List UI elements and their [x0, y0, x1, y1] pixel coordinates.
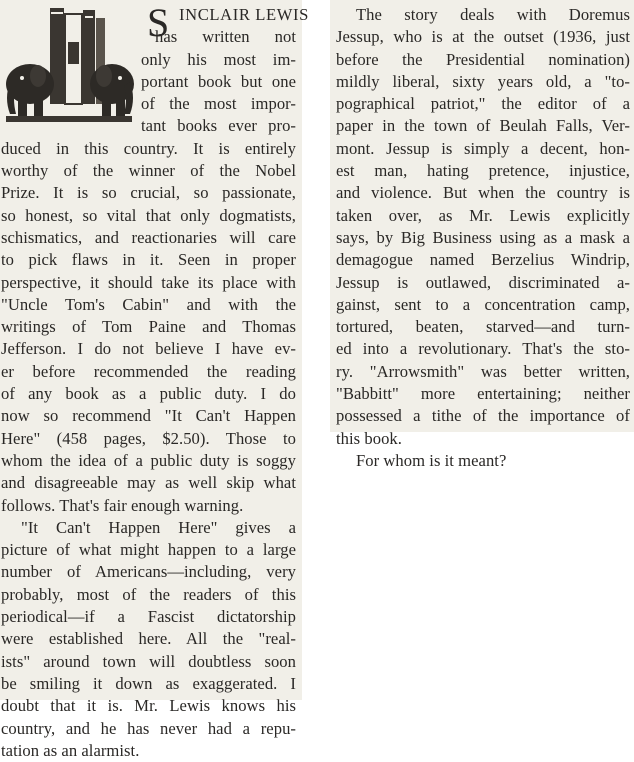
text-line: follows. That's fair enough warning. [1, 495, 244, 515]
elephant-bookends-illustration [2, 2, 136, 128]
text-line: so honest, so vital that only dogmatists, [1, 205, 296, 225]
text-line: "Babbitt" more entertaining; neither [336, 384, 630, 404]
text-line: mont. Jessup is simply a decent, hon- [336, 138, 630, 158]
text-line: probably, most of the readers of this [1, 584, 296, 604]
text-line: of the most impor- [141, 94, 296, 114]
text-line: country, and he has never had a repu- [1, 718, 296, 738]
text-line: ed into a revolutionary. That's the sto- [336, 339, 630, 359]
text-line: "Uncle Tom's Cabin" and with the [1, 294, 296, 314]
text-line: doubt that it is. Mr. Lewis knows his [1, 696, 296, 716]
text-line: "It Can't Happen Here" gives a [21, 517, 296, 537]
lead-line [179, 4, 309, 26]
text-line: number of Americans—including, very [1, 562, 296, 582]
text-line: writings of Tom Paine and Thomas [1, 317, 296, 337]
text-line: schismatics, and reactionaries will care [1, 227, 296, 247]
text-line: The story deals with Doremus [356, 5, 630, 24]
text-line: were established here. All the "real- [1, 629, 296, 649]
text-line: est man, hating pretence, injustice, [336, 161, 630, 181]
text-line: duced in this country. It is entirely [1, 138, 296, 158]
text-line: tortured, beaten, starved—and turn- [336, 317, 630, 337]
text-line: to pick flaws in it. Seen in proper [1, 250, 296, 270]
text-line: portant book but one [141, 71, 296, 91]
text-line: mildly liberal, sixty years old, a "to- [336, 71, 630, 91]
text-line: this book. [336, 428, 402, 448]
text-line: before the Presidential nomination) [336, 49, 630, 69]
text-line: and disagreeable may as well skip what [1, 473, 296, 493]
text-line: ists" around town will doubtless soon [1, 651, 296, 671]
text-line: ry. "Arrowsmith" was better written, [336, 361, 630, 381]
text-line: perspective, it should take its place with [1, 272, 296, 292]
text-line: tation as an alarmist. [1, 740, 140, 760]
text-line: periodical—if a Fascist dictatorship [1, 607, 296, 627]
left-column [0, 0, 309, 760]
text-line: tant books ever pro- [141, 116, 296, 136]
text-line: of any book as a public duty. I do [1, 384, 296, 404]
text-line: gainst, sent to a concentration camp, [336, 294, 630, 314]
text-line: and violence. But when the country is [336, 183, 630, 203]
text-line: Prize. It is so crucial, so passionate, [1, 183, 296, 203]
text-line: possessed a tithe of the importance of [336, 406, 630, 426]
text-line: whom the idea of a public duty is soggy [1, 450, 296, 470]
text-line: paper in the town of Beulah Falls, Ver- [336, 116, 630, 136]
text-line: er before recommended the reading [1, 361, 296, 381]
text-line: only his most im- [141, 49, 296, 69]
text-line: has written not [155, 27, 296, 47]
text-line: demagogue named Berzelius Windrip, [336, 250, 630, 270]
text-line: pographical patriot," the editor of a [336, 94, 630, 114]
text-line: taken over, as Mr. Lewis explicitly [336, 205, 630, 225]
text-line: Jessup, who is at the outset (1936, just [336, 27, 630, 47]
text-line: says, by Big Business using as a mask a [336, 227, 630, 247]
text-line: For whom is it meant? [356, 450, 507, 470]
text-line: be smiling it down as exaggerated. I [1, 673, 296, 693]
text-line: Jessup is outlawed, discriminated a- [336, 272, 630, 292]
text-line: Jefferson. I do not believe I have ev- [1, 339, 296, 359]
right-column [330, 0, 634, 470]
lead-author: INCLAIR LEWIS [179, 5, 309, 24]
text-line: picture of what might happen to a large [1, 540, 296, 560]
drop-cap: S [147, 0, 170, 45]
text-line: Here" (458 pages, $2.50). Those to [1, 428, 296, 448]
text-line: worthy of the winner of the Nobel [1, 161, 296, 181]
text-line: now so recommend "It Can't Happen [1, 406, 296, 426]
